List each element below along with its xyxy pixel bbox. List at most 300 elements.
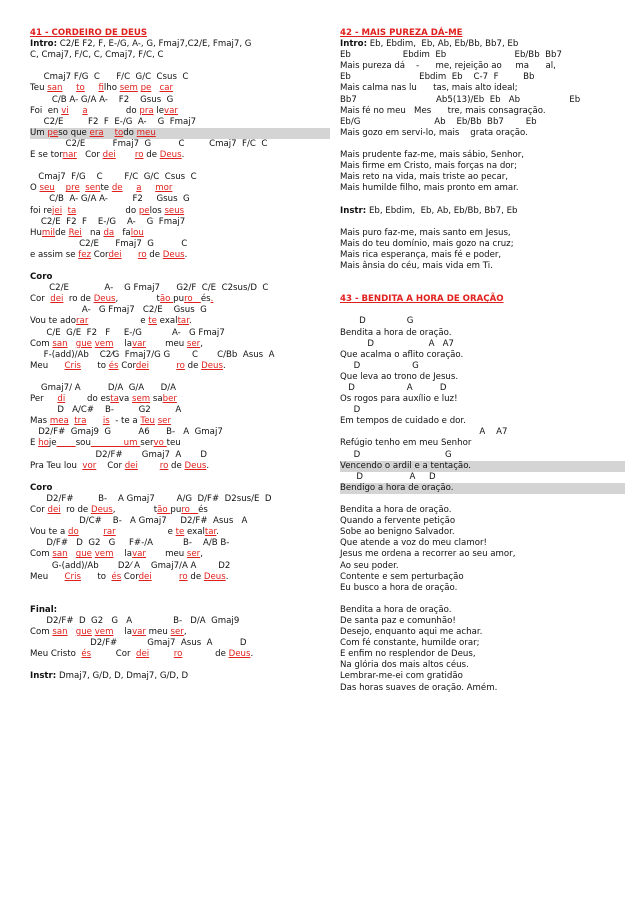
- spacer: [30, 261, 330, 272]
- lyric-segment: Deus: [228, 649, 251, 660]
- lyric-segment: pe: [47, 127, 59, 138]
- lyric-segment: .: [188, 316, 192, 327]
- spacer: [30, 161, 330, 172]
- lyric-segment: dei: [124, 460, 138, 471]
- lyric-segment: ser: [170, 627, 184, 638]
- lyric-segment: ro de: [63, 294, 94, 305]
- lyric-line: [30, 183, 330, 194]
- lyric-segment: jei: [52, 205, 63, 216]
- lyric-segment: ser: [157, 416, 171, 427]
- lyric-line: Eu busco a hora de oração.: [340, 582, 458, 593]
- lyric-segment: sem: [119, 83, 138, 94]
- lyric-segment: san: [52, 627, 68, 638]
- lyric-line: [30, 228, 330, 239]
- lyric-segment: [68, 339, 76, 349]
- lyric-segment: fez: [78, 249, 92, 260]
- chord-line: Cmaj7 F/G C F/C G/C Csus C: [30, 72, 189, 83]
- lyric-segment: ,: [200, 549, 203, 560]
- lyric-segment: va: [118, 394, 133, 405]
- lyric-segment: Com: [30, 549, 53, 560]
- chord-line: F-(add)/Ab C2⁄G Fmaj7/G G C C/Bb Asus A: [30, 349, 275, 360]
- lyric-line: [30, 250, 330, 261]
- lyric-line: E enfim no resplendor de Deus,: [340, 649, 476, 660]
- lyric-segment: de: [146, 249, 163, 260]
- lyric-line: Mais gozo em servi-lo, mais grata oração.: [340, 127, 528, 138]
- lyric-segment: Vou te ado: [30, 316, 77, 327]
- lyric-segment: Meu: [30, 360, 65, 371]
- lyric-segment: ro: [179, 571, 188, 582]
- chord-line: D G: [340, 360, 419, 371]
- lyric-segment: dei: [108, 249, 122, 260]
- lyric-segment: do: [123, 127, 137, 138]
- lyric-segment: vo: [153, 438, 167, 449]
- lyric-segment: do: [76, 205, 139, 216]
- spacer: [340, 139, 625, 150]
- lyric-segment: mor: [155, 183, 173, 194]
- lyric-line: [30, 549, 330, 560]
- lyric-segment: ro: [184, 294, 201, 305]
- instr-text: Dmaj7, G/D, D, Dmaj7, G/D, D: [56, 671, 189, 682]
- chord-line: C2/E A- G Fmaj7 G2/F C/E C2sus/D C: [30, 283, 269, 294]
- lyric-segment: lho: [103, 83, 120, 94]
- lyric-line: [30, 294, 330, 305]
- lyric-line: Mais calma nas lu tas, mais alto ideal;: [340, 83, 518, 94]
- lyric-segment: és: [200, 294, 211, 305]
- lyric-segment: pe: [138, 205, 150, 216]
- lyric-segment: pre: [65, 183, 80, 194]
- lyric-segment: um: [90, 438, 141, 449]
- instr-text: Eb, Ebdim, Eb, Ab, Eb/Bb, Bb7, Eb: [366, 205, 518, 216]
- lyric-segment: var: [132, 549, 146, 560]
- lyric-segment: [79, 527, 104, 537]
- lyric-segment: ão: [159, 294, 174, 305]
- lyric-segment: Deus: [90, 505, 113, 516]
- lyric-segment: [104, 128, 115, 138]
- lyric-segment: de: [184, 360, 202, 371]
- chord-line: C2/E Fmaj7 G C Cmaj7 F/C C: [30, 138, 268, 149]
- lyric-segment: Vou te a: [30, 527, 69, 538]
- spacer: [30, 61, 330, 72]
- chord-line: D/C# B- A Gmaj7 D2/F# Asus A: [30, 516, 248, 527]
- lyric-segment: tra: [74, 416, 87, 427]
- lyric-line: [30, 461, 330, 472]
- lyric-segment: .: [225, 571, 229, 582]
- lyric-line: [30, 649, 330, 660]
- lyric-segment: tar: [204, 527, 217, 538]
- lyric-segment: di: [57, 394, 66, 405]
- chord-line: C/E G/E F2 F E-/G A- G Fmaj7: [30, 327, 225, 338]
- lyric-segment: sou: [75, 438, 91, 449]
- lyric-line: Das horas suaves de oração. Amém.: [340, 682, 498, 693]
- lyric-line: Que leva ao trono de Jesus.: [340, 371, 459, 382]
- lyric-segment: ro: [134, 150, 144, 161]
- lyric-line: Mais ânsia do céu, mais vida em Ti.: [340, 260, 493, 271]
- chord-line: Cmaj7 F/G C F/C G/C Csus C: [30, 172, 197, 183]
- lyric-segment: .: [206, 460, 210, 471]
- lyric-segment: de: [187, 571, 204, 582]
- section-label: Final:: [30, 604, 58, 615]
- song-title: 42 - MAIS PUREZA DÁ-ME: [340, 28, 463, 38]
- chord-line: D2/F# Gmaj9 G A6 B- A Gmaj7: [30, 427, 223, 438]
- chord-line: D A D: [340, 383, 447, 393]
- lyric-segment: Rei: [68, 227, 82, 238]
- lyric-line: Que acalma o aflito coração.: [340, 349, 464, 360]
- lyric-line: [30, 150, 330, 161]
- lyric-segment: [142, 183, 156, 193]
- lyric-line: [30, 316, 330, 327]
- lyric-segment: ão: [157, 505, 171, 516]
- lyric-line: Os rogos para auxílio e luz!: [340, 394, 458, 405]
- lyric-segment: .: [216, 527, 220, 538]
- lyric-segment: ro: [176, 360, 185, 371]
- lyric-segment: Com: [30, 338, 53, 349]
- lyric-segment: ser: [140, 438, 154, 449]
- lyric-line: [30, 394, 330, 405]
- lyric-segment: seus: [164, 205, 185, 216]
- section-label: Coro: [30, 482, 53, 493]
- lyric-segment: Cor: [118, 360, 136, 371]
- lyric-segment: car: [159, 83, 174, 94]
- lyric-segment: E: [30, 438, 39, 449]
- chord-line: D G: [340, 316, 414, 327]
- intro-line: [340, 39, 625, 50]
- lyric-segment: Cor: [121, 571, 139, 582]
- lyric-segment: da: [103, 227, 115, 238]
- lyric-segment: a: [82, 105, 88, 116]
- lyric-segment: dei: [135, 360, 149, 371]
- lyric-segment: Meu Cristo: [30, 649, 82, 660]
- chord-line: G-(add)/Ab D2⁄ A Gmaj7/A A D2: [30, 560, 231, 571]
- lyric-segment: dei: [102, 150, 116, 161]
- lyric-segment: .: [184, 249, 188, 260]
- section-label: Coro: [30, 272, 53, 283]
- lyric-segment: meu: [145, 338, 187, 349]
- intro-label: Intro:: [340, 39, 368, 50]
- lyric-segment: .: [181, 150, 185, 161]
- lyric-segment: ro: [173, 649, 183, 660]
- lyric-segment: [68, 627, 76, 637]
- lyric-segment: [57, 438, 76, 448]
- lyric-line: Na glória dos mais altos céus.: [340, 660, 469, 671]
- lyric-segment: Deus: [162, 249, 185, 260]
- lyric-line: [30, 416, 330, 427]
- lyric-segment: de: [55, 227, 69, 238]
- lyric-segment: pu: [170, 505, 182, 516]
- chord-line: D/F# D G2 G F#-/A B- A/B B-: [30, 538, 230, 549]
- lyric-line: [30, 339, 330, 350]
- lyric-segment: var: [132, 338, 146, 349]
- lyric-segment: , t: [115, 294, 160, 305]
- lyric-segment: Com: [30, 627, 53, 638]
- spacer: [30, 472, 330, 483]
- lyric-segment: [68, 549, 76, 559]
- lyric-line: Em tempos de cuidado e dor.: [340, 416, 466, 427]
- lyric-segment: ber: [162, 394, 177, 405]
- lyric-segment: to: [80, 360, 109, 371]
- lyric-segment: mea: [49, 416, 69, 427]
- lyric-line: De santa paz e comunhão!: [340, 615, 456, 626]
- lyric-segment: , t: [112, 505, 158, 516]
- lyric-segment: Um: [30, 127, 48, 138]
- lyric-segment: .: [222, 360, 226, 371]
- lyric-segment: Hu: [30, 227, 42, 238]
- lyric-segment: ta: [67, 205, 77, 216]
- lyric-segment: Pra Teu lou: [30, 460, 83, 471]
- lyric-line: Mais firme em Cristo, mais forças na dor;: [340, 161, 517, 172]
- lyric-segment: dei: [47, 505, 61, 516]
- lyric-segment: do: [87, 105, 140, 116]
- intro-label: Intro:: [30, 39, 58, 50]
- lyric-segment: dei: [135, 649, 150, 660]
- spacer: [340, 494, 625, 505]
- lyric-segment: Cor: [96, 460, 125, 471]
- lyric-segment: és: [108, 360, 119, 371]
- lyric-line: Jesus me ordena a recorrer ao seu amor,: [340, 549, 516, 560]
- lyric-segment: pe: [140, 83, 152, 94]
- lyric-line: Bendita a hora de oração.: [340, 505, 452, 516]
- lyric-segment: Deus: [184, 460, 207, 471]
- lyric-segment: Cor: [76, 150, 103, 161]
- chord-line: D2/F# D G2 G A B- D/A Gmaj9: [30, 615, 240, 626]
- lyric-segment: do es: [65, 394, 111, 405]
- chord-line: D2/F# B- A Gmaj7 A/G D/F# D2sus/E D: [30, 493, 272, 504]
- lyric-line: Com fé constante, humilde orar;: [340, 638, 480, 649]
- lyric-segment: ro de: [60, 505, 91, 516]
- lyric-segment: te: [100, 183, 112, 194]
- lyric-segment: do: [68, 527, 79, 538]
- lyric-line: Mais puro faz-me, mais santo em Jesus,: [340, 227, 511, 238]
- lyric-segment: exal: [184, 527, 205, 538]
- lyric-segment: és: [81, 649, 92, 660]
- chord-line: D G: [340, 449, 452, 460]
- lyric-segment: los: [149, 205, 165, 216]
- chord-line: Eb/G Ab Eb/Bb Bb7 Eb: [340, 116, 537, 127]
- lyric-segment: [123, 183, 137, 193]
- lyric-segment: és: [198, 505, 208, 516]
- chord-line: Eb Ebdim Eb C-7 F Bb: [340, 72, 535, 83]
- lyric-segment: Cor: [91, 249, 109, 260]
- lyric-line: Mais fé no meu Mes tre, mais consagração.: [340, 105, 546, 116]
- spacer: [30, 583, 330, 594]
- lyric-segment: pu: [173, 294, 185, 305]
- lyric-segment: dei: [138, 571, 152, 582]
- lyric-segment: ta: [110, 394, 119, 405]
- lyric-segment: san: [47, 83, 63, 94]
- lyric-segment: tar: [177, 316, 189, 327]
- lyric-segment: te: [175, 527, 185, 538]
- lyric-line: Mais reto na vida, mais triste ao pecar,: [340, 172, 509, 183]
- lyric-segment: so que: [58, 127, 90, 138]
- lyric-line: Refúgio tenho em meu Senhor: [340, 438, 472, 449]
- lyric-line: Desejo, enquanto aqui me achar.: [340, 627, 483, 638]
- lyric-segment: [116, 150, 135, 160]
- song-41-column: [30, 28, 330, 683]
- lyric-segment: vi: [61, 105, 69, 116]
- chord-line: A A7: [340, 427, 508, 438]
- lyric-segment: ser: [186, 549, 201, 560]
- instrumental-line: [30, 671, 330, 682]
- chord-line: D A D: [340, 471, 436, 482]
- lyric-segment: la: [113, 627, 133, 638]
- chord-line: D2/F# Gmaj7 A D: [30, 449, 208, 460]
- instr-label: Instr:: [340, 205, 367, 216]
- lyric-segment: Teu: [140, 416, 155, 427]
- spacer: [340, 283, 625, 294]
- lyric-segment: [55, 183, 66, 193]
- intro-text: C2/E F2, F, E-/G, A-, G, Fmaj7,C2/E, Fmaj7, G: [57, 39, 252, 50]
- lyric-segment: mil: [41, 227, 56, 238]
- lyric-segment: is: [102, 416, 110, 427]
- lyric-line: Mais pureza dá - me, rejeição ao ma al,: [340, 61, 556, 72]
- spacer: [30, 372, 330, 383]
- lyric-line: [30, 361, 330, 372]
- lyric-segment: .: [210, 294, 214, 305]
- lyric-segment: vem: [94, 627, 114, 638]
- lyric-segment: [122, 250, 138, 260]
- intro-text: Eb, Ebdim, Eb, Ab, Eb/Bb, Bb7, Eb: [367, 39, 519, 50]
- chord-line: C2/E F2 F E-/G A- G Fmaj7: [30, 116, 197, 127]
- lyric-segment: de: [143, 150, 160, 161]
- lyric-segment: [85, 83, 99, 93]
- lyric-segment: .: [250, 649, 254, 660]
- spacer: [340, 272, 625, 283]
- chord-line: C2/E F2 F E-/G A- G Fmaj7: [30, 216, 186, 227]
- lyric-segment: Deus: [201, 360, 223, 371]
- lyric-segment: e assim se: [30, 249, 79, 260]
- lyric-segment: ,: [183, 627, 187, 638]
- lyric-segment: - te a: [109, 416, 141, 427]
- lyric-segment: [152, 572, 179, 582]
- song-title: 43 - BENDITA A HORA DE ORAÇÃO: [340, 294, 504, 305]
- lyric-segment: e: [88, 316, 149, 327]
- intro-line: [30, 39, 330, 50]
- lyric-line: [30, 83, 330, 94]
- spacer: [30, 660, 330, 671]
- lyric-segment: e: [115, 527, 176, 538]
- lyric-line: Mais do teu domínio, mais gozo na cruz;: [340, 238, 514, 249]
- lyric-segment: Cor: [30, 505, 48, 516]
- lyric-segment: Cor: [91, 649, 136, 660]
- lyric-segment: ser: [186, 338, 201, 349]
- lyric-segment: Mas: [30, 416, 50, 427]
- lyric-segment: [69, 106, 83, 116]
- lyric-segment: le: [153, 105, 165, 116]
- spacer: [340, 305, 625, 316]
- lyric-segment: to: [80, 571, 112, 582]
- lyric-segment: Deus: [159, 150, 182, 161]
- song-title: 41 - CORDEIRO DE DEUS: [30, 28, 148, 38]
- lyric-segment: te: [148, 316, 157, 327]
- chord-line: C2/E Fmaj7 G C: [30, 238, 188, 249]
- lyric-segment: exal: [156, 316, 178, 327]
- lyric-segment: [138, 461, 160, 471]
- lyric-segment: a: [136, 183, 142, 194]
- lyric-segment: fi: [98, 83, 104, 94]
- lyric-segment: vor: [82, 460, 97, 471]
- lyric-segment: ro: [181, 505, 199, 516]
- lyric-segment: [151, 83, 159, 93]
- chord-line: A- G Fmaj7 C2/E Gsus G: [30, 305, 207, 316]
- lyric-line: Quando a fervente petição: [340, 516, 456, 527]
- spacer: [340, 194, 625, 205]
- lyric-segment: de: [182, 649, 229, 660]
- lyric-segment: Cris: [64, 571, 81, 582]
- lyric-segment: Deus: [203, 571, 226, 582]
- lyric-segment: pra: [139, 105, 154, 116]
- lyric-line: [30, 206, 330, 217]
- lyric-segment: ro: [137, 249, 147, 260]
- lyric-line: [30, 572, 330, 583]
- lyric-line: Ao seu poder.: [340, 560, 399, 571]
- lyric-segment: la: [113, 338, 133, 349]
- lyric-line: [30, 505, 330, 516]
- chord-line: D A A7: [340, 338, 454, 349]
- lyric-line: [30, 438, 330, 449]
- lyric-line: Bendita a hora de oração.: [340, 327, 452, 338]
- lyric-line: Bendigo a hora de oração.: [340, 483, 625, 494]
- lyric-segment: E se tor: [30, 150, 63, 161]
- lyric-segment: la: [113, 549, 133, 560]
- chord-line: D: [340, 405, 361, 416]
- lyric-line: Bendita a hora de oração.: [340, 604, 452, 615]
- lyric-segment: [62, 83, 76, 93]
- lyric-segment: sa: [150, 394, 163, 405]
- lyric-segment: vem: [94, 338, 114, 349]
- chord-line: D2/F# Gmaj7 Asus A D: [30, 638, 247, 649]
- lyric-segment: san: [52, 338, 68, 349]
- lyric-line: Mais prudente faz-me, mais sábio, Senhor,: [340, 150, 525, 161]
- lyric-segment: var: [164, 105, 178, 116]
- lyric-segment: to: [114, 127, 124, 138]
- lyric-segment: Foi en: [30, 105, 62, 116]
- lyric-segment: vem: [94, 549, 114, 560]
- chord-line: D A/C# B- G2 A: [30, 405, 182, 416]
- spacer: [340, 594, 625, 605]
- lyric-segment: rar: [103, 527, 116, 538]
- intro-line: C, Cmaj7, F/C, C, Cmaj7, F/C, C: [30, 50, 164, 61]
- lyric-line: Vencendo o ardil e a tentação.: [340, 461, 625, 472]
- lyric-segment: meu: [145, 627, 171, 638]
- songs-42-43-column: [340, 28, 625, 694]
- lyric-segment: de: [168, 460, 185, 471]
- lyric-segment: era: [89, 127, 104, 138]
- chord-line: Gmaj7/ A D/A G/A D/A: [30, 383, 176, 393]
- lyric-segment: foi re: [30, 205, 53, 216]
- lyric-segment: na: [81, 227, 104, 238]
- lyric-segment: és: [111, 571, 122, 582]
- instrumental-line: [340, 206, 625, 217]
- lyric-segment: rar: [76, 316, 89, 327]
- lyric-segment: seu: [39, 183, 55, 194]
- lyric-segment: gue: [75, 627, 92, 638]
- lyric-segment: meu: [145, 549, 187, 560]
- lyric-segment: teu: [166, 438, 181, 449]
- lyric-segment: [149, 649, 174, 659]
- lyric-segment: meu: [136, 127, 156, 138]
- spacer: [340, 217, 625, 228]
- lyric-segment: ho: [38, 438, 49, 449]
- lyric-segment: lou: [130, 227, 144, 238]
- chord-line: Eb Ebdim Eb Eb/Bb Bb7: [340, 50, 562, 61]
- spacer: [30, 594, 330, 605]
- instr-label: Instr:: [30, 671, 57, 682]
- lyric-line: Contente e sem perturbação: [340, 571, 464, 582]
- lyric-line: [30, 527, 330, 538]
- lyric-segment: Meu: [30, 571, 65, 582]
- lyric-segment: dei: [50, 294, 64, 305]
- chord-line: C/B A- G/A A- F2 Gsus G: [30, 94, 174, 105]
- chord-line: C/B A- G/A A- F2 Gsus G: [30, 194, 190, 205]
